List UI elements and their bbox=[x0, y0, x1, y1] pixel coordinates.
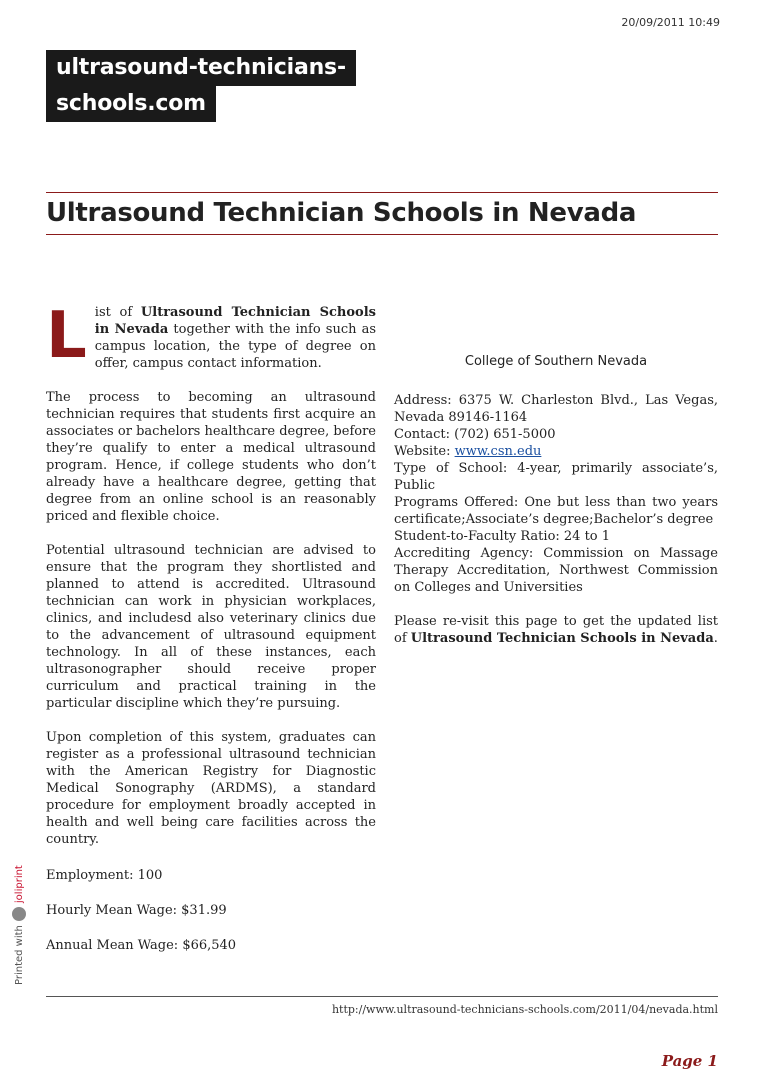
stat-annual-wage: Annual Mean Wage: $66,540 bbox=[46, 938, 237, 953]
page-number: Page 1 bbox=[661, 1052, 718, 1070]
revisit-note: Please re-visit this page to get the updated list of Ultrasound Technician Schools in Nevada. bbox=[394, 614, 718, 646]
intro-paragraph: List of Ultrasound Technician Schools in Nevada together with the info such as campus location, the type of degree on offer, campus contact information. bbox=[46, 299, 377, 373]
college-ratio: Student-to-Faculty Ratio: 24 to 1 bbox=[394, 529, 611, 544]
page-title: Ultrasound Technician Schools in Nevada bbox=[46, 198, 637, 228]
joliprint-brand: joliprint bbox=[13, 865, 25, 904]
college-website: Website: www.csn.edu bbox=[394, 444, 542, 459]
college-address: Address: 6375 W. Charleston Blvd., Las Vegas, Nevada 89146-1164 bbox=[394, 393, 718, 425]
paragraph-1: The process to becoming an ultrasound technician requires that students first acquire an associates or bachelors healthcare degree, before they’re qualify to enter a medical ultrasound program. Hence, if college students who don’t already have a healthcare degree, getting that degree from an online school is an reasonably priced and flexible choice. bbox=[46, 390, 376, 524]
footer-rule bbox=[46, 996, 718, 997]
paragraph-2: Potential ultrasound technician are advised to ensure that the program they shortlisted and planned to attend is accredited. Ultrasound technician can work in physician workplaces, clinics, and includesd also veterinary clinics due to the advancement of ultrasound equipment technology. In all of these instances, each ultrasonographer should receive proper curriculum and practical training in the particular discipline which they’re pursuing. bbox=[46, 543, 376, 711]
site-name-line-2: schools.com bbox=[46, 86, 216, 122]
website-link[interactable]: www.csn.edu bbox=[454, 444, 542, 459]
site-name-line-1: ultrasound-technicians- bbox=[46, 50, 356, 86]
stat-employment: Employment: 100 bbox=[46, 868, 163, 883]
college-contact: Contact: (702) 651-5000 bbox=[394, 427, 556, 442]
footer-url[interactable]: http://www.ultrasound-technicians-schools.com/2011/04/nevada.html bbox=[331, 1003, 718, 1016]
college-type: Type of School: 4-year, primarily associate’s, Public bbox=[394, 461, 718, 493]
joliprint-logo-icon bbox=[12, 907, 26, 921]
college-heading: College of Southern Nevada bbox=[464, 354, 648, 369]
printed-with-badge bbox=[12, 855, 26, 985]
timestamp: 20/09/2011 10:49 bbox=[621, 16, 720, 29]
title-rule-top bbox=[46, 192, 718, 193]
left-column bbox=[46, 299, 377, 865]
right-column bbox=[394, 392, 718, 647]
stat-hourly-wage: Hourly Mean Wage: $31.99 bbox=[46, 903, 227, 918]
paragraph-3: Upon completion of this system, graduates can register as a professional ultrasound technician with the American Registry for Diagnostic Medical Sonography (ARDMS), a standard procedure for employment broadly accepted in health and well being care facilities across the country. bbox=[46, 730, 376, 847]
college-programs: Programs Offered: One but less than two years certificate;Associate’s degree;Bachelor’s degree bbox=[394, 495, 718, 527]
printed-with-label: Printed with bbox=[13, 925, 25, 985]
college-accrediting: Accrediting Agency: Commission on Massage Therapy Accreditation, Northwest Commission on Colleges and Universities bbox=[394, 546, 718, 595]
drop-cap: L bbox=[46, 299, 87, 373]
title-rule-bottom bbox=[46, 234, 718, 235]
